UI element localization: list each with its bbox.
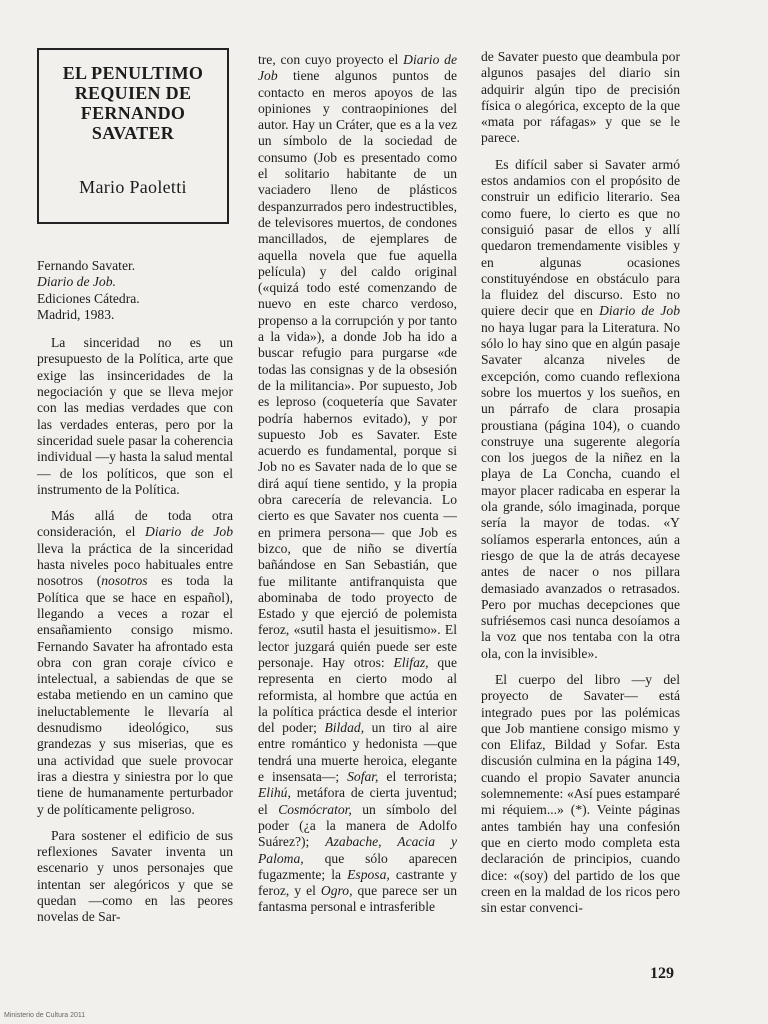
paragraph: La sinceridad no es un presupuesto de la Política, arte que exige las insinceridades de la negociación y que se lleva mejor con las medias verdades que con las verdades enteras, pero por la sinceridad suele pasar la coherencia individual —y hasta la salud mental— de los políticos, que son el instrumento de la Política. xyxy=(37,335,233,497)
book-publisher: Ediciones Cátedra. xyxy=(37,290,140,306)
paragraph: Es difícil saber si Savater armó estos andamios con el propósito de construir un edificio literario. Sea como fuere, lo cierto es que no consiguió pasar de ellos y allí quedaron tremendamente visibles y en algunas ocasiones constituyéndose en obstáculo para la fluidez del discurso. Esto no quiere decir que en Diario de Job no haya lugar para la Literatura. No sólo lo hay sino que en algún pasaje Savater alcanza niveles de excepción, como cuando reflexiona sobre los muertos y los sueños, en un párrafo de clara prosapia proustiana (página 104), o cuando construye una sugerente alegoría con los juegos de la niñez en la playa de La Concha, cuando el mayor placer radicaba en esperar la ola grande, sólo imaginada, porque sería la mayor de todas. «Y solíamos esperarla entonces, aún a riesgo de que la de atrás decayese antes de nacer o nos pillara demasiado avanzados o retrasados. Pero por muchas decepciones que sufriésemos casi nunca desoíamos a la voz que nos tentaba con la otra ola, con la invisible». xyxy=(481,156,681,661)
paragraph: Para sostener el edificio de sus reflexiones Savater inventa un escenario y unos personajes que intentan ser alegóricos y que se quedan —como en las peores novelas de Sar- xyxy=(37,827,233,925)
article-author: Mario Paoletti xyxy=(79,177,187,197)
column-1-body xyxy=(37,335,233,925)
column-1 xyxy=(37,48,233,936)
book-reference xyxy=(37,258,233,323)
title-line: REQUIEN DE xyxy=(74,83,192,103)
book-title: Diario de Job. xyxy=(37,274,116,290)
title-line: EL PENULTIMO xyxy=(62,63,204,83)
paragraph: de Savater puesto que deambula por algunos pasajes del diario sin adquirir algún tipo de precisión física o alegórica, excepto de la que «mata por ráfagas» y que se le parece. xyxy=(481,49,680,146)
paragraph: Más allá de toda otra consideración, el Diario de Job lleva la práctica de la sinceridad hasta niveles poco habituales entre nosotros (nosotros es toda la Política que se hace en español), llegando a veces a rozar el ensañamiento consigo mismo. Fernando Savater ha afrontado esta obra con gran coraje cívico e intelectual, a sabiendas de que se estaba metiendo en un camino que ineluctablemente le llevaría al desnudismo ideológico, sus grandezas y sus miserias, que es una actividad que suele provocar iras a diestra y siniestra por lo que tiene de humanamente perturbador y de políticamente peligroso. xyxy=(37,508,234,817)
column-2 xyxy=(258,52,457,926)
book-place-year: Madrid, 1983. xyxy=(37,306,115,322)
column-3-body xyxy=(481,49,680,916)
title-box xyxy=(37,48,229,224)
article-title xyxy=(39,63,227,143)
paragraph: El cuerpo del libro —y del proyecto de Savater— está integrado pues por las polémicas que Job mantiene consigo mismo y con Elifaz, Bildad y Sofar. Esta discusión culmina en la página 149, cuando el propio Savater anuncia solemnemente: «Así pues estamparé mi réquiem...» (*). Veinte páginas antes también hay una confesión que en cierto modo completa esta declaración de principios, cuando dice: «(soy) del partido de los que creen en la maldad de los ricos pero sin estar convenci- xyxy=(481,671,680,916)
paragraph: tre, con cuyo proyecto el Diario de Job tiene algunos puntos de contacto en meros apoyos de las opiniones y contraopiniones del autor. Hay un Cráter, que es a la vez un símbolo de la sociedad de consumo (Job es presentado como el solitario habitante de un vaciadero lleno de plásticos despanzurrados pero indestructibles, de televisores muertos, de condones mancillados, de ejemplares de aquella novela que fue aquella película) y del caldo original («quizá todo esté comenzando de nuevo en este charco verdoso, propenso a la corrupción y por tanto a la vida»), a donde Job ha ido a buscar refugio para purgarse «de todas las consignas y de la obsesión de la militancia». Por supuesto, Job es leproso (coquetería que Savater podría habernos evitado), y por supuesto Job es Savater. Este acuerdo es fundamental, porque si Job no es Savater nada de lo que se dirá aquí tiene sentido, y la propia obra carecería de relevancia. Lo cierto es que Savater nos cuenta —en primera persona— que Job es bizco, que de niño se divertía bañándose en San Sebastián, que fue militante antifranquista que abominaba de todo proyecto de Estado y que ejerció de polemista feroz, «sutil hasta el jesuitismo». El lector juzgará quién puede ser este personaje. Hay otros: Elifaz, que representa en cierto modo al reformista, al hombre que actúa en la política práctica desde el interior del poder; Bildad, un tiro al aire entre romántico y hedonista —que tendrá una muerte heroica, elegante e insensata—; Sofar, el terrorista; Elihú, metáfora de cierta juventud; el Cosmócrator, un símbolo del poder (¿a la manera de Adolfo Suárez?); Azabache, Acacia y Paloma, que sólo aparecen fugazmente; la Esposa, castrante y feroz, y el Ogro, que parece ser un fantasma personal e intrasferible xyxy=(258,52,458,915)
column-3 xyxy=(481,49,680,926)
title-line: SAVATER xyxy=(91,123,175,143)
footer-credit: Ministerio de Cultura 2011 xyxy=(4,1012,86,1019)
page-number: 129 xyxy=(650,965,674,982)
column-2-body xyxy=(258,52,457,916)
title-line: FERNANDO xyxy=(80,103,186,123)
book-author: Fernando Savater. xyxy=(37,258,136,273)
